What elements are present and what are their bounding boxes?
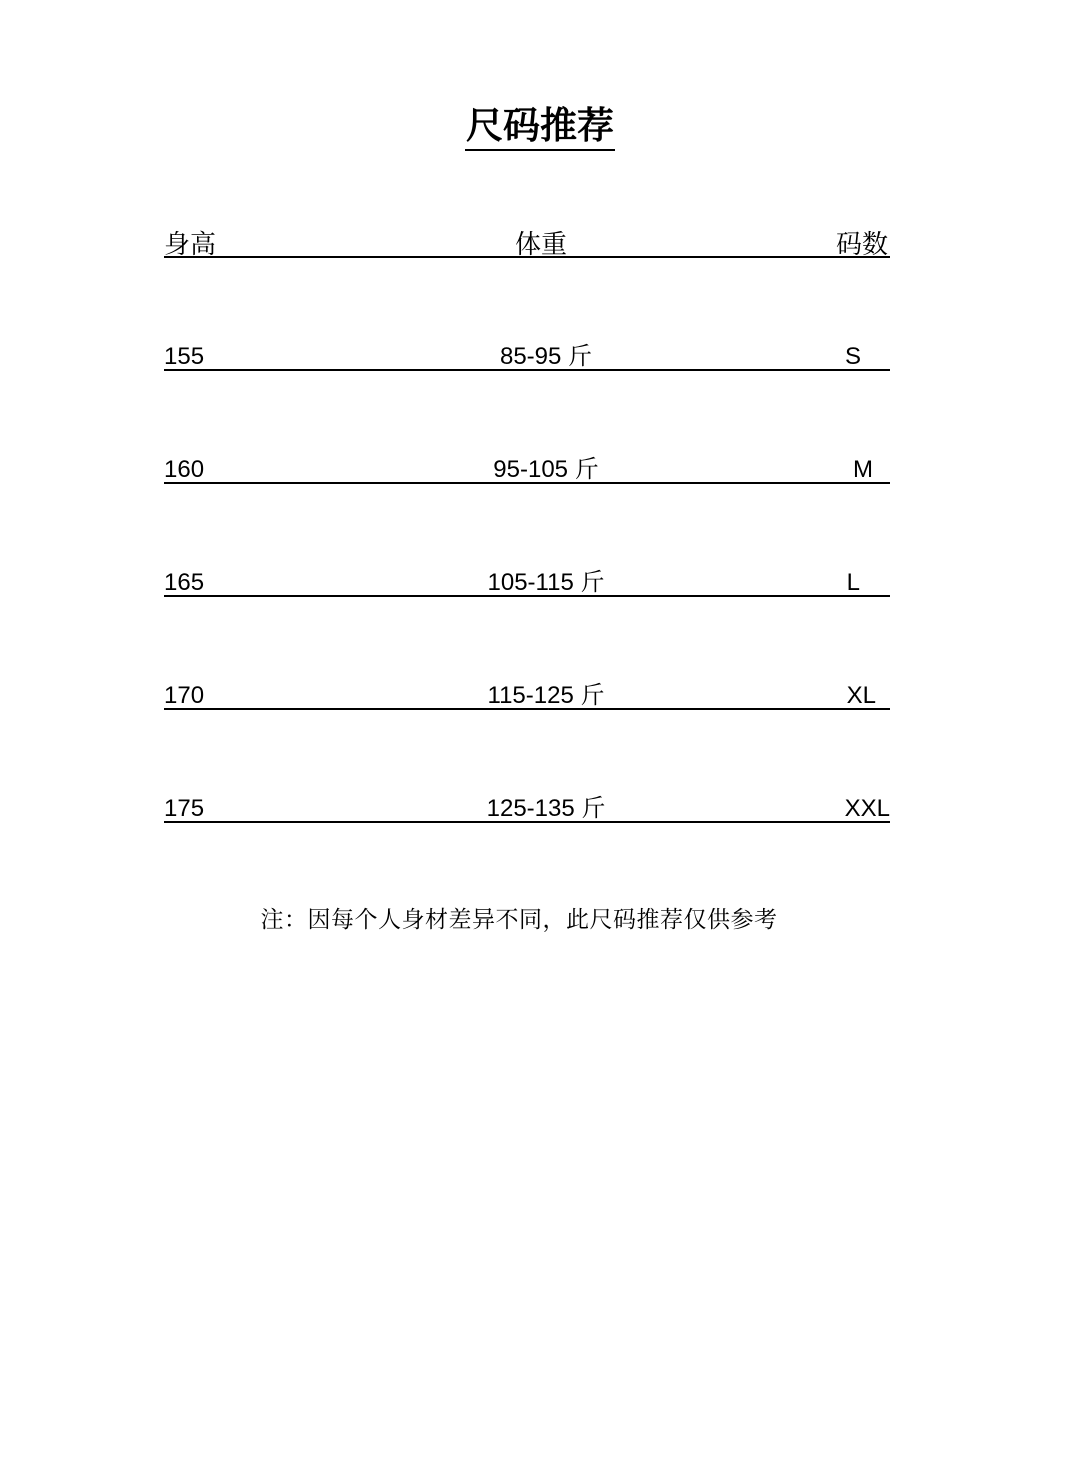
cell-weight: 115-125 斤 — [487, 682, 605, 709]
cell-height: 160 — [164, 456, 205, 483]
page-title — [0, 100, 1080, 156]
cell-size: M — [853, 456, 873, 483]
table-row — [164, 551, 890, 597]
page-title-text: 尺码推荐 — [465, 103, 615, 151]
table-row — [164, 325, 890, 371]
cell-weight: 105-115 斤 — [487, 569, 605, 596]
cell-size: XL — [846, 682, 876, 709]
cell-weight: 95-105 斤 — [493, 456, 599, 483]
table-row — [164, 777, 890, 823]
table-row — [164, 664, 890, 710]
cell-weight: 125-135 斤 — [486, 795, 606, 822]
header-weight: 体重 — [514, 230, 568, 260]
disclaimer-note: 注：因每个人身材差异不同，此尺码推荐仅供参考 — [260, 907, 778, 933]
cell-size: L — [846, 569, 860, 596]
cell-size: S — [844, 343, 861, 370]
cell-weight: 85-95 斤 — [499, 343, 593, 370]
cell-height: 170 — [164, 682, 205, 709]
cell-height: 155 — [164, 343, 205, 370]
header-height: 身高 — [164, 230, 217, 260]
cell-height: 165 — [164, 569, 205, 596]
table-header-row — [164, 212, 890, 258]
cell-height: 175 — [164, 795, 205, 822]
header-size: 码数 — [835, 230, 888, 260]
table-row — [164, 438, 890, 484]
cell-size: XXL — [844, 795, 890, 822]
